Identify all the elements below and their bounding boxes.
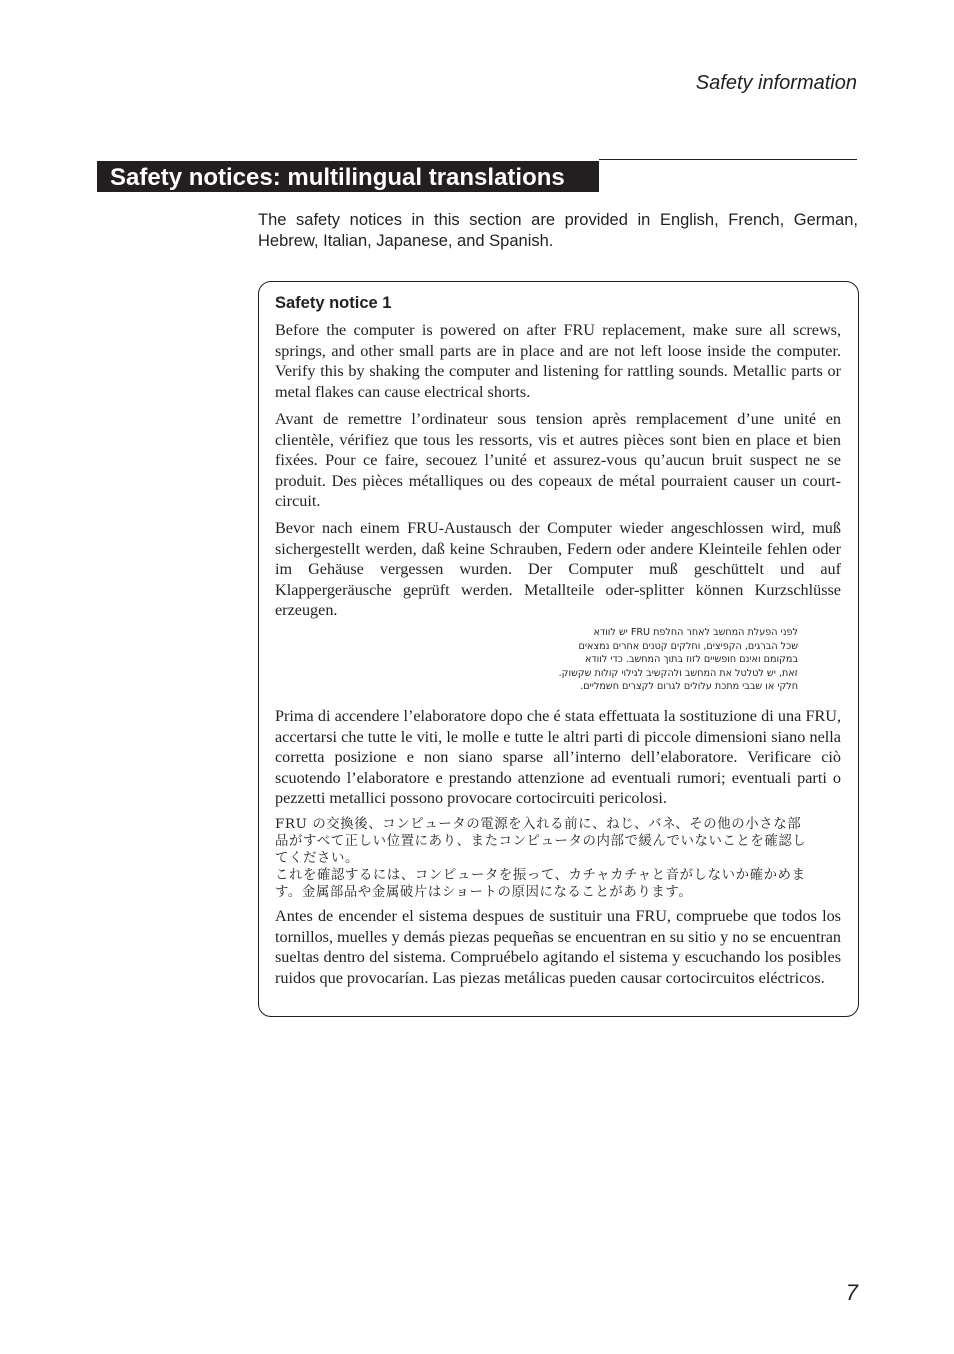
notice-italian: Prima di accendere l’elaboratore dopo che é stata effettuata la sostituzione di una FRU, accertarsi che tutte le viti, le molle e tutte le altri parti di piccole dimensioni siano nella corretta posizione e non siano sparse all’interno dell’elaboratore. Verificare ciò scuotendo l’elaboratore e prestando attenzione ad eventuali rumori; eventuali parti o pezzetti metallici possono provocare cortocircuiti pericolosi.	[275, 707, 841, 807]
notice-title: Safety notice 1	[275, 294, 392, 312]
notice-hebrew	[520, 626, 798, 694]
notice-spanish: Antes de encender el sistema despues de sustituir una FRU, compruebe que todos los tornillos, muelles y demás piezas pequeñas se encuentran en su sitio y no se encuentran sueltas dentro del sistema. Compruébelo agitando el sistema y escuchando los posibles ruidos que provocarían. Las piezas metálicas pueden causar cortocircuitos eléctricos.	[275, 907, 841, 987]
page-number: 7	[845, 1280, 858, 1305]
running-header-title: Safety information	[695, 72, 857, 94]
section-intro: The safety notices in this section are provided in English, French, German, Hebrew, Italian, Japanese, and Spanish.	[258, 211, 858, 250]
japanese-line: FRU の交換後、コンピュータの電源を入れる前に、ねじ、バネ、その他の小さな部	[275, 817, 802, 832]
hebrew-line: חלקי או שבבי מתכת עלולים לגרום לקצרים חשמליים.	[580, 681, 798, 693]
japanese-line: 品がすべて正しい位置にあり、またコンピュータの内部で緩んでいないことを確認し	[275, 834, 807, 849]
notice-english: Before the computer is powered on after FRU replacement, make sure all screws, springs, and other small parts are in place and are not left loose inside the computer. Verify this by shaking the computer and listening for rattling sounds. Metallic parts or metal flakes can cause electrical shorts.	[275, 321, 841, 401]
hebrew-line: שכל הברגים, הקפיצים, וחלקים קטנים אחרים נמצאים	[578, 640, 798, 652]
header-rule	[599, 159, 857, 160]
section-title: Safety notices: multilingual translations	[97, 161, 599, 192]
notice-german: Bevor nach einem FRU-Austausch der Computer wieder angeschlossen wird, muß sichergestellt werden, daß keine Schrauben, Federn oder andere Kleinteile fehlen oder im Gehäuse vergessen wurden. Der Computer muß geschüttelt und auf Klappergeräusche geprüft werden. Metallteile oder-splitter können Kurzschlüsse erzeugen.	[275, 519, 841, 619]
notice-french: Avant de remettre l’ordinateur sous tension après remplacement d’une unité en clientèle, vérifiez que tous les ressorts, vis et autres pièces sont bien en place et bien fixées. Pour ce faire, secouez l’unité et assurez-vous qu’aucun bruit suspect ne se produit. Des pièces métalliques ou des copeaux de métal pourraient causer un court-circuit.	[275, 410, 841, 510]
hebrew-line: זאת, יש לטלטל את המחשב ולהקשיב לגילוי קולות שקשוק.	[558, 667, 798, 679]
hebrew-line: במקומם ואינם חופשיים לזוז בתוך המחשב. כדי לוודא	[585, 654, 798, 666]
japanese-line: てください。	[275, 851, 359, 866]
japanese-line: これを確認するには、コンピュータを振って、カチャカチャと音がしないか確かめま	[275, 868, 806, 883]
japanese-line: す。金属部品や金属破片はショートの原因になることがあります。	[275, 885, 693, 900]
hebrew-line: לפני הפעלת המחשב לאחר החלפת FRU יש לוודא	[593, 627, 798, 638]
notice-japanese	[275, 816, 847, 901]
